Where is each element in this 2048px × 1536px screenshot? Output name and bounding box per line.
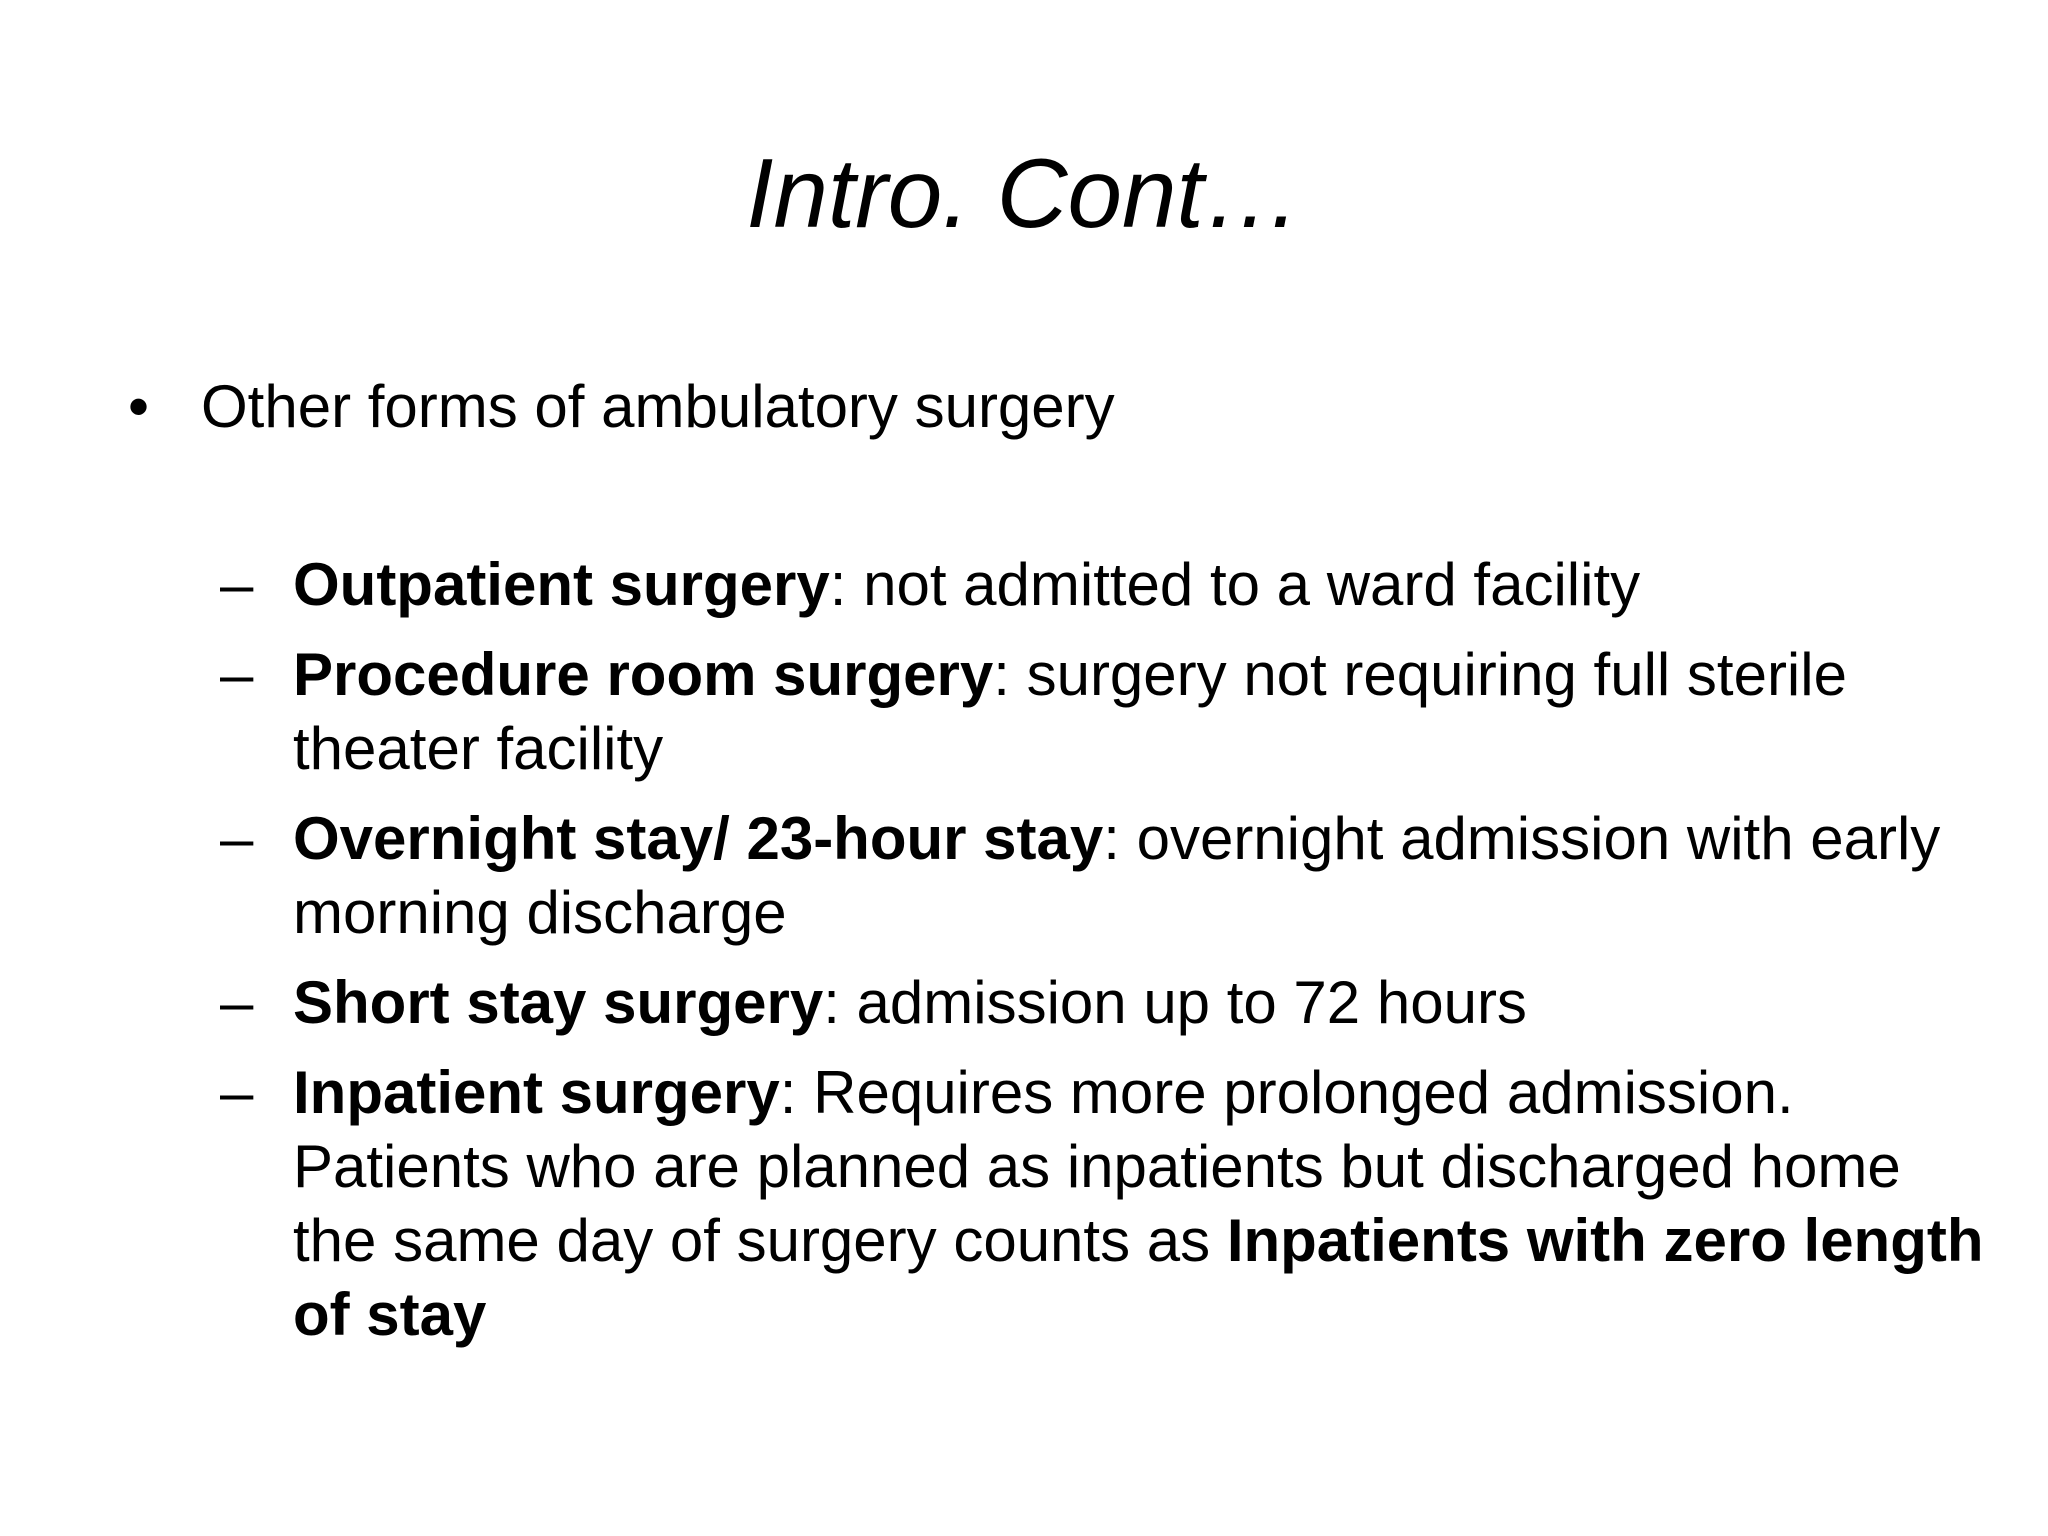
term: Outpatient surgery [293,551,830,618]
dash-marker: – [220,805,254,872]
description: Requires more prolonged admission. Patients who are planned as inpatients but discharged home the same day of surgery counts as [293,1059,1901,1274]
dash-marker: – [220,1059,254,1126]
separator: : [993,641,1010,708]
sub-item-text [293,638,2000,786]
term: Inpatient surgery [293,1059,780,1126]
sub-item-short-stay [220,966,2000,1040]
dash-marker: – [220,969,254,1036]
sub-bullet-list [220,548,2000,1368]
sub-item-text [293,548,2000,622]
description: surgery not requiring full sterile theater facility [293,641,1847,782]
term: Procedure room surgery [293,641,994,708]
dash-marker: – [220,551,254,618]
sub-item-text [293,966,2000,1040]
sub-item-outpatient [220,548,2000,622]
sub-item-text [293,802,2000,950]
separator: : [779,1059,797,1126]
description: not admitted to a ward facility [846,551,1641,618]
sub-item-procedure-room [220,638,2000,786]
slide-title: Intro. Cont… [746,138,1302,248]
emphasis: Inpatients with zero length of stay [293,1207,1984,1348]
term: Overnight stay/ 23-hour stay [293,805,1104,872]
separator: : [829,551,847,618]
description: overnight admission with early morning discharge [293,805,1941,946]
bullet-marker: • [128,373,150,440]
separator: : [823,969,840,1036]
bullet-text: Other forms of ambulatory surgery [201,373,1115,440]
dash-marker: – [220,641,254,708]
sub-item-text [293,1056,2000,1352]
term: Short stay surgery [293,969,824,1036]
sub-item-overnight-stay [220,802,2000,950]
sub-item-inpatient [220,1056,2000,1352]
separator: : [1103,805,1120,872]
description: admission up to 72 hours [839,969,1527,1036]
